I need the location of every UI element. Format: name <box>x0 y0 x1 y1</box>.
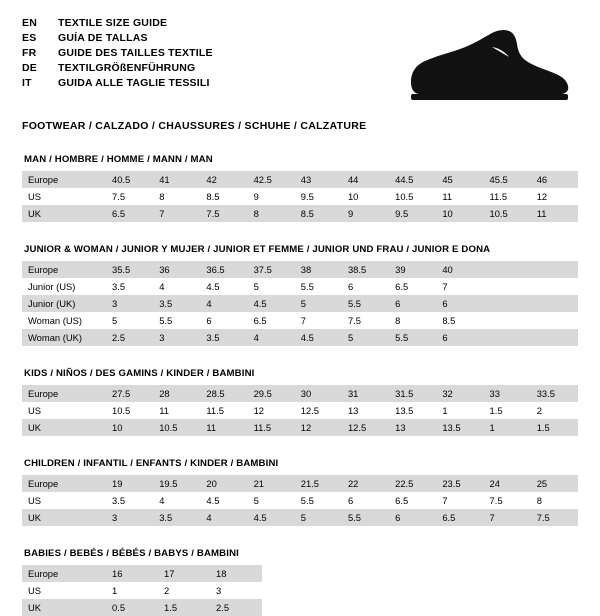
cell: 10 <box>106 419 153 436</box>
language-code: DE <box>22 62 37 74</box>
cell: 6 <box>200 312 247 329</box>
size-table-body <box>22 565 262 616</box>
cell: 5.5 <box>342 509 389 526</box>
cell: 12 <box>248 402 295 419</box>
cell: 3 <box>106 509 153 526</box>
cell: 7.5 <box>106 188 153 205</box>
cell: 7.5 <box>484 492 531 509</box>
language-row <box>22 48 213 63</box>
size-table-man <box>22 171 578 222</box>
cell: 23.5 <box>436 475 483 492</box>
row-label: UK <box>22 419 106 436</box>
cell: 9 <box>248 188 295 205</box>
table-row <box>22 171 578 188</box>
cell: 44 <box>342 171 389 188</box>
row-label: Europe <box>22 171 106 188</box>
table-row <box>22 402 578 419</box>
cell: 6 <box>436 329 483 346</box>
cell: 2.5 <box>106 329 153 346</box>
cell: 6 <box>436 295 483 312</box>
size-table-babies <box>22 565 262 616</box>
cell: 33 <box>484 385 531 402</box>
cell: 1.5 <box>158 599 210 616</box>
cell: 1.5 <box>484 402 531 419</box>
cell: 0.5 <box>106 599 158 616</box>
table-row <box>22 312 578 329</box>
table-row <box>22 385 578 402</box>
language-code: ES <box>22 32 37 44</box>
cell <box>531 312 578 329</box>
cell: 9.5 <box>295 188 342 205</box>
cell <box>484 261 531 278</box>
cell: 17 <box>158 565 210 582</box>
cell: 4 <box>153 492 200 509</box>
table-row <box>22 188 578 205</box>
cell: 2 <box>158 582 210 599</box>
cell: 6.5 <box>248 312 295 329</box>
language-title-list-body <box>22 18 213 93</box>
cell: 6 <box>389 509 436 526</box>
cell: 8 <box>531 492 578 509</box>
row-label: Junior (UK) <box>22 295 106 312</box>
table-row <box>22 565 262 582</box>
cell: 7 <box>484 509 531 526</box>
language-row <box>22 18 213 33</box>
table-row <box>22 509 578 526</box>
cell: 45.5 <box>484 171 531 188</box>
cell: 1.5 <box>531 419 578 436</box>
language-row <box>22 63 213 78</box>
size-table-body <box>22 385 578 436</box>
cell: 16 <box>106 565 158 582</box>
cell <box>531 261 578 278</box>
cell: 11.5 <box>248 419 295 436</box>
cell: 20 <box>200 475 247 492</box>
row-label: US <box>22 492 106 509</box>
cell: 11 <box>436 188 483 205</box>
cell: 32 <box>436 385 483 402</box>
table-row <box>22 475 578 492</box>
row-label: Europe <box>22 261 106 278</box>
cell: 31 <box>342 385 389 402</box>
size-table-body <box>22 261 578 346</box>
language-title-list <box>22 18 213 93</box>
cell: 27.5 <box>106 385 153 402</box>
cell: 42 <box>200 171 247 188</box>
cell <box>484 295 531 312</box>
cell: 7 <box>153 205 200 222</box>
block-title: JUNIOR & WOMAN / JUNIOR Y MUJER / JUNIOR ET FEMME / JUNIOR UND FRAU / JUNIOR E DONA <box>24 244 491 255</box>
cell: 12 <box>531 188 578 205</box>
cell: 5 <box>295 509 342 526</box>
cell: 42.5 <box>248 171 295 188</box>
cell: 41 <box>153 171 200 188</box>
language-title: TEXTILE SIZE GUIDE <box>58 17 168 29</box>
cell: 1 <box>484 419 531 436</box>
cell: 5.5 <box>295 278 342 295</box>
cell: 7 <box>436 278 483 295</box>
cell: 22 <box>342 475 389 492</box>
cell <box>531 329 578 346</box>
cell: 10.5 <box>389 188 436 205</box>
cell: 4 <box>248 329 295 346</box>
footwear-section-title: FOOTWEAR / CALZADO / CHAUSSURES / SCHUHE / CALZATURE <box>22 120 367 132</box>
cell: 3 <box>106 295 153 312</box>
cell: 7 <box>436 492 483 509</box>
cell: 8 <box>248 205 295 222</box>
block-title: BABIES / BEBÉS / BÉBÉS / BABYS / BAMBINI <box>24 548 239 559</box>
table-row <box>22 205 578 222</box>
cell: 36 <box>153 261 200 278</box>
cell: 7 <box>295 312 342 329</box>
cell: 38 <box>295 261 342 278</box>
cell: 1 <box>106 582 158 599</box>
cell: 5 <box>295 295 342 312</box>
cell: 7.5 <box>200 205 247 222</box>
language-code: EN <box>22 17 37 29</box>
block-title: CHILDREN / INFANTIL / ENFANTS / KINDER / BAMBINI <box>24 458 279 469</box>
cell: 21 <box>248 475 295 492</box>
cell: 3.5 <box>153 509 200 526</box>
row-label: UK <box>22 509 106 526</box>
cell: 10.5 <box>153 419 200 436</box>
cell: 25 <box>531 475 578 492</box>
cell: 43 <box>295 171 342 188</box>
cell: 6 <box>389 295 436 312</box>
size-block-junior-woman <box>22 244 578 346</box>
cell <box>531 278 578 295</box>
block-title: KIDS / NIÑOS / DES GAMINS / KINDER / BAMBINI <box>24 368 255 379</box>
cell <box>531 295 578 312</box>
cell: 40 <box>436 261 483 278</box>
cell: 12.5 <box>342 419 389 436</box>
cell: 11 <box>531 205 578 222</box>
table-row <box>22 599 262 616</box>
language-row <box>22 33 213 48</box>
table-row <box>22 419 578 436</box>
cell: 31.5 <box>389 385 436 402</box>
row-label: Woman (US) <box>22 312 106 329</box>
cell: 29.5 <box>248 385 295 402</box>
cell: 13 <box>389 419 436 436</box>
cell: 37.5 <box>248 261 295 278</box>
cell: 35.5 <box>106 261 153 278</box>
cell: 18 <box>210 565 262 582</box>
cell: 3 <box>153 329 200 346</box>
dress-shoe-icon <box>380 28 570 106</box>
row-label: Junior (US) <box>22 278 106 295</box>
cell: 6 <box>342 278 389 295</box>
cell: 8 <box>389 312 436 329</box>
size-block-children <box>22 458 578 526</box>
cell: 5 <box>248 492 295 509</box>
table-row <box>22 278 578 295</box>
size-table-junior-woman <box>22 261 578 346</box>
size-table-kids <box>22 385 578 436</box>
row-label: Europe <box>22 475 106 492</box>
cell: 11.5 <box>484 188 531 205</box>
cell: 33.5 <box>531 385 578 402</box>
row-label: Europe <box>22 385 106 402</box>
cell: 3.5 <box>106 492 153 509</box>
row-label: Europe <box>22 565 106 582</box>
language-title: GUIDE DES TAILLES TEXTILE <box>58 47 213 59</box>
cell: 12 <box>295 419 342 436</box>
cell: 8.5 <box>200 188 247 205</box>
cell: 4.5 <box>248 509 295 526</box>
cell: 5 <box>106 312 153 329</box>
cell: 12.5 <box>295 402 342 419</box>
row-label: US <box>22 188 106 205</box>
cell: 44.5 <box>389 171 436 188</box>
size-table-body <box>22 171 578 222</box>
row-label: US <box>22 582 106 599</box>
cell <box>484 312 531 329</box>
cell: 3.5 <box>153 295 200 312</box>
language-title: GUÍA DE TALLAS <box>58 32 148 44</box>
cell: 4 <box>200 509 247 526</box>
language-title: GUIDA ALLE TAGLIE TESSILI <box>58 77 210 89</box>
cell: 19 <box>106 475 153 492</box>
cell: 45 <box>436 171 483 188</box>
cell: 13.5 <box>389 402 436 419</box>
cell: 30 <box>295 385 342 402</box>
table-row <box>22 492 578 509</box>
cell: 13 <box>342 402 389 419</box>
row-label: Woman (UK) <box>22 329 106 346</box>
cell: 8.5 <box>295 205 342 222</box>
size-table-children <box>22 475 578 526</box>
row-label: UK <box>22 205 106 222</box>
cell: 11 <box>153 402 200 419</box>
size-table-body <box>22 475 578 526</box>
cell: 5.5 <box>153 312 200 329</box>
cell: 4 <box>200 295 247 312</box>
row-label: US <box>22 402 106 419</box>
cell: 2 <box>531 402 578 419</box>
cell: 6.5 <box>106 205 153 222</box>
cell: 21.5 <box>295 475 342 492</box>
language-title: TEXTILGRÖßENFÜHRUNG <box>58 62 196 74</box>
cell: 28 <box>153 385 200 402</box>
cell: 36.5 <box>200 261 247 278</box>
size-block-kids <box>22 368 578 436</box>
cell: 10.5 <box>484 205 531 222</box>
cell: 4 <box>153 278 200 295</box>
cell: 22.5 <box>389 475 436 492</box>
cell: 5 <box>342 329 389 346</box>
cell: 2.5 <box>210 599 262 616</box>
cell: 46 <box>531 171 578 188</box>
cell: 3.5 <box>106 278 153 295</box>
table-row <box>22 295 578 312</box>
cell: 6.5 <box>436 509 483 526</box>
cell: 5.5 <box>342 295 389 312</box>
size-block-babies <box>22 548 578 616</box>
cell: 24 <box>484 475 531 492</box>
cell <box>484 278 531 295</box>
cell: 7.5 <box>342 312 389 329</box>
cell: 13.5 <box>436 419 483 436</box>
cell: 7.5 <box>531 509 578 526</box>
cell: 6 <box>342 492 389 509</box>
cell: 9.5 <box>389 205 436 222</box>
language-code: FR <box>22 47 37 59</box>
cell: 9 <box>342 205 389 222</box>
language-row <box>22 78 213 93</box>
cell: 4.5 <box>200 278 247 295</box>
cell: 5.5 <box>389 329 436 346</box>
row-label: UK <box>22 599 106 616</box>
cell: 5.5 <box>295 492 342 509</box>
table-row <box>22 261 578 278</box>
cell: 10 <box>436 205 483 222</box>
cell: 4.5 <box>295 329 342 346</box>
cell: 5 <box>248 278 295 295</box>
cell: 4.5 <box>200 492 247 509</box>
cell: 8.5 <box>436 312 483 329</box>
cell: 6.5 <box>389 492 436 509</box>
cell: 38.5 <box>342 261 389 278</box>
cell: 4.5 <box>248 295 295 312</box>
cell: 3 <box>210 582 262 599</box>
cell: 28.5 <box>200 385 247 402</box>
header <box>22 18 578 106</box>
cell: 6.5 <box>389 278 436 295</box>
cell: 8 <box>153 188 200 205</box>
cell: 39 <box>389 261 436 278</box>
table-row <box>22 329 578 346</box>
language-code: IT <box>22 77 32 89</box>
cell: 11.5 <box>200 402 247 419</box>
table-row <box>22 582 262 599</box>
cell: 11 <box>200 419 247 436</box>
cell: 10.5 <box>106 402 153 419</box>
cell: 1 <box>436 402 483 419</box>
cell <box>484 329 531 346</box>
block-title: MAN / HOMBRE / HOMME / MANN / MAN <box>24 154 213 165</box>
cell: 10 <box>342 188 389 205</box>
cell: 40.5 <box>106 171 153 188</box>
size-block-man <box>22 154 578 222</box>
cell: 3.5 <box>200 329 247 346</box>
cell: 19.5 <box>153 475 200 492</box>
